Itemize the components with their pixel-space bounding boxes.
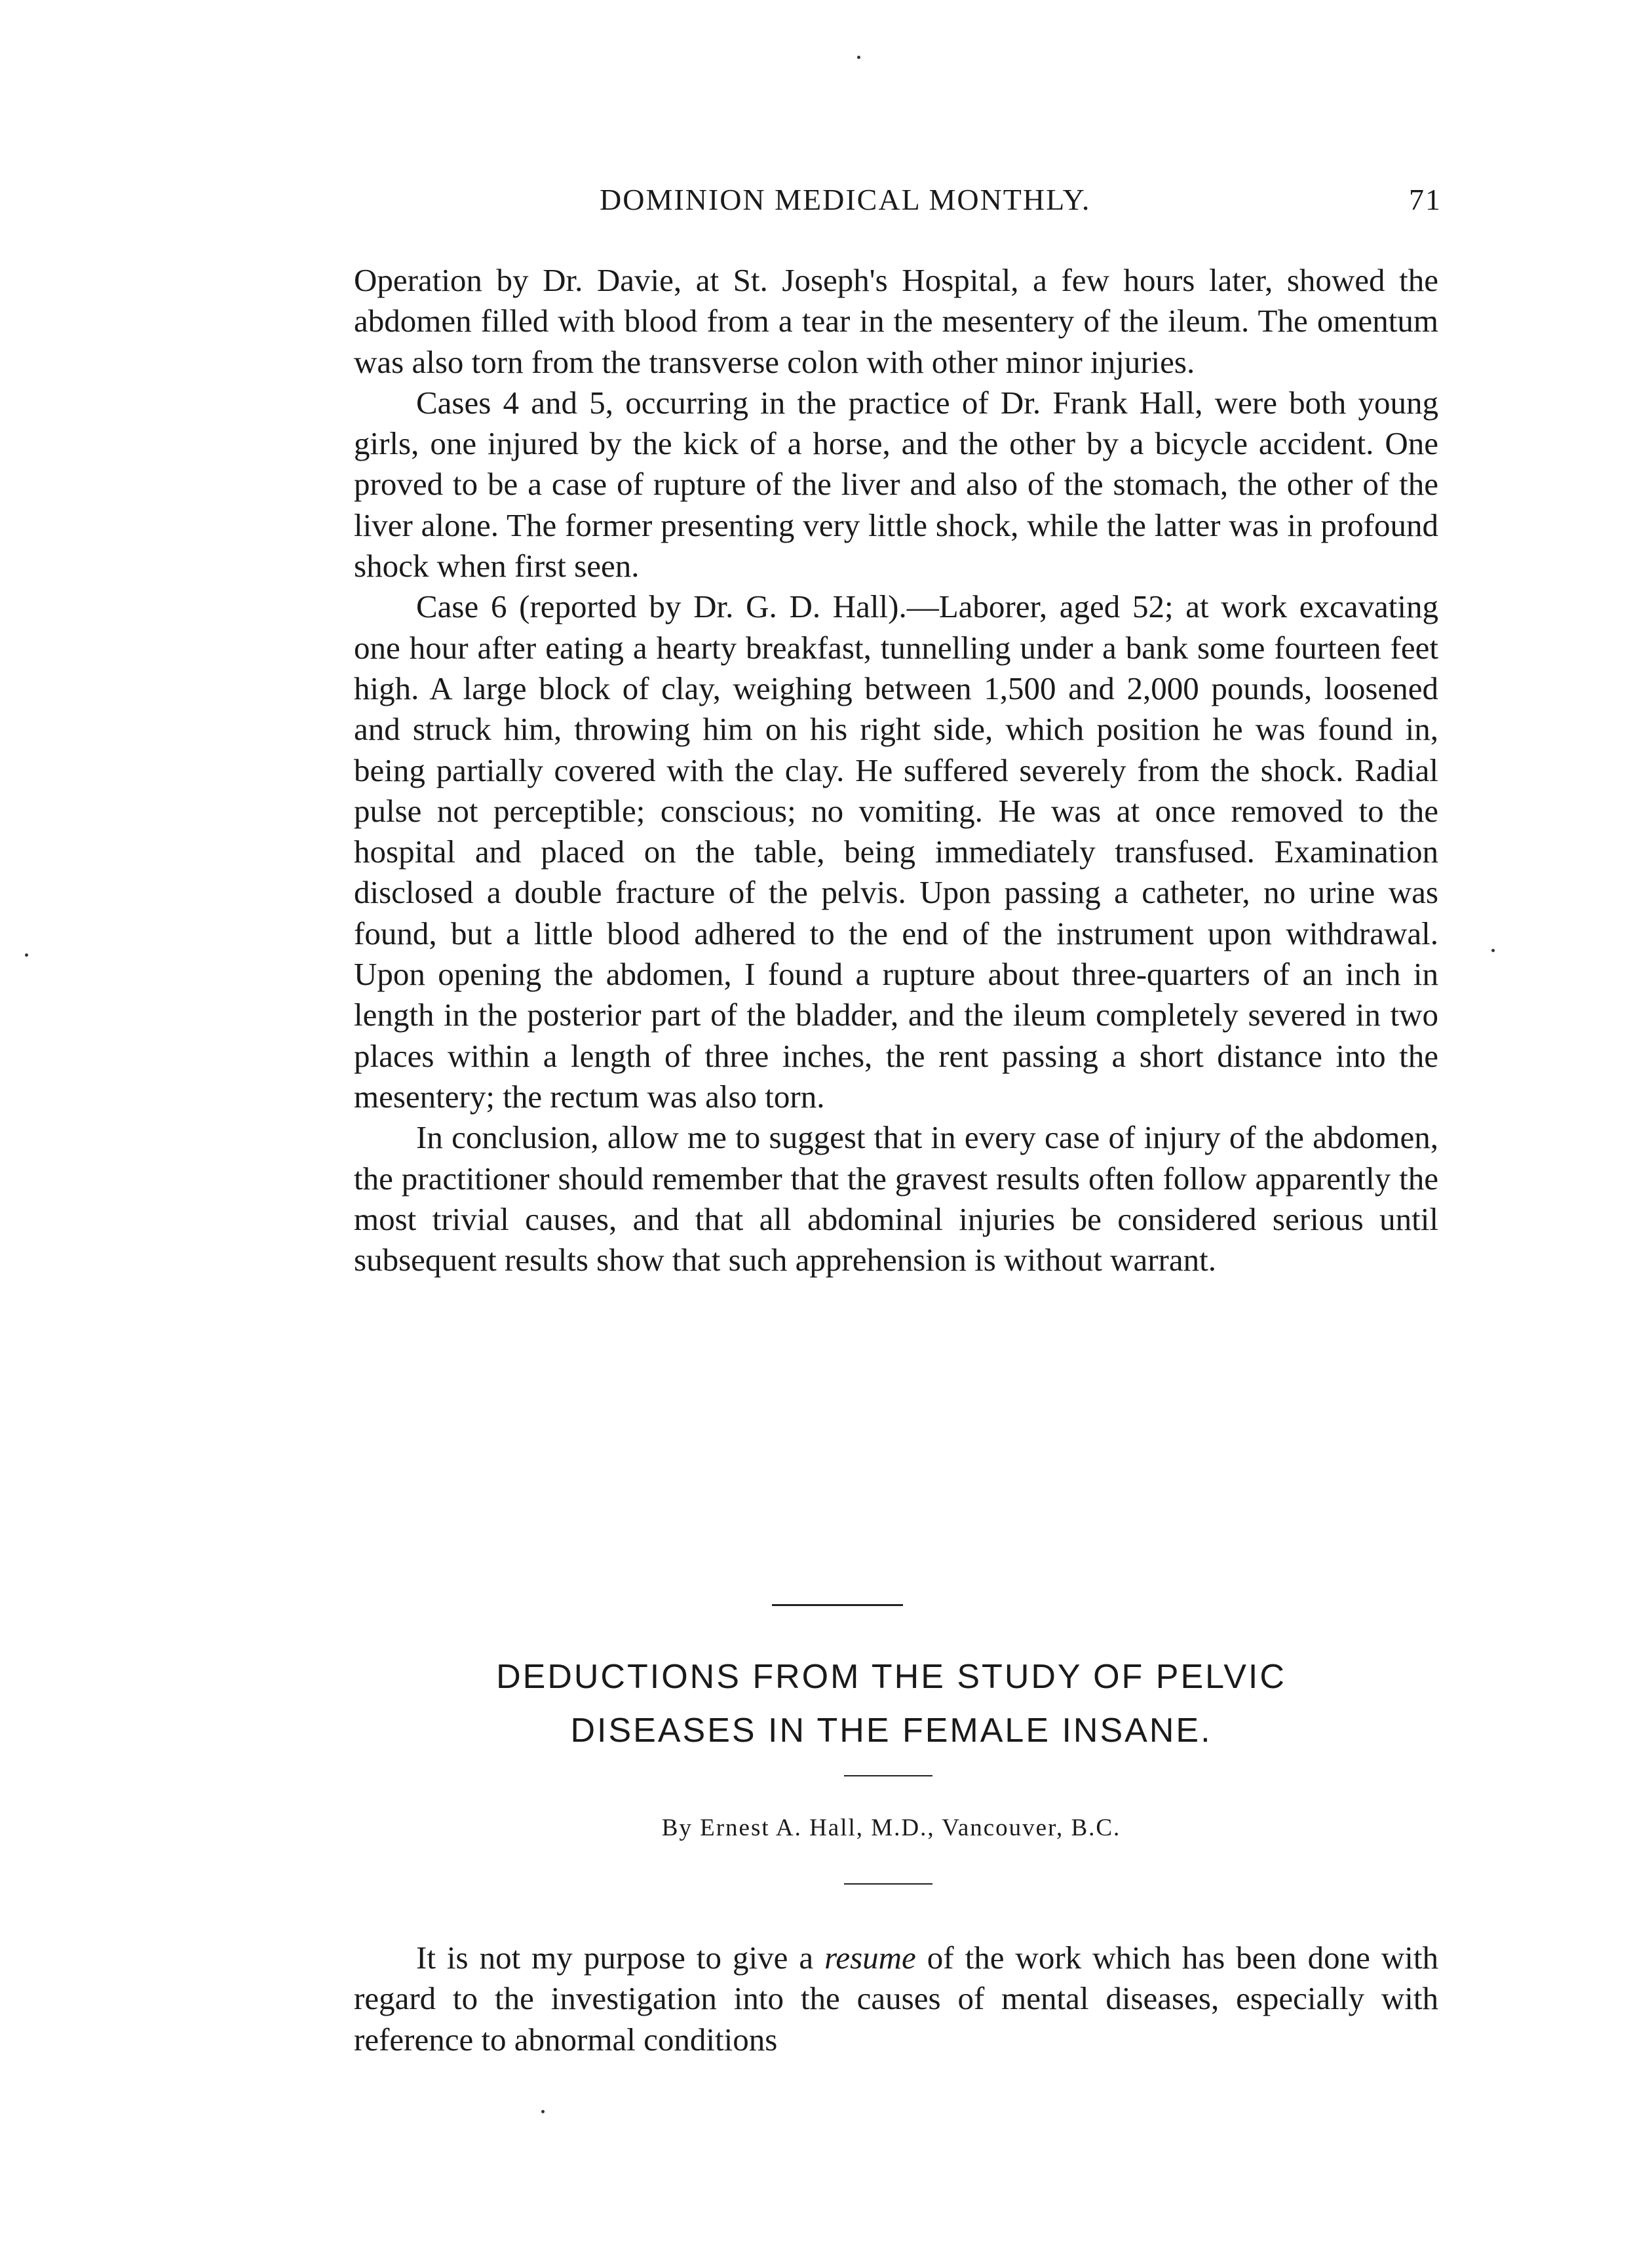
- byline-rule: [844, 1883, 932, 1885]
- article-title: [367, 1650, 1415, 1757]
- text-run: It is not my purpose to give a: [416, 1940, 825, 1976]
- scan-speck: [541, 2110, 545, 2113]
- paragraph: In conclusion, allow me to suggest that in every case of injury of the abdomen, the practitioner should remember that the gravest results often follow apparently the most trivial causes, and that all abdominal injuries be considered serious until subsequent results show that such apprehension is without warrant.: [354, 1119, 1438, 1278]
- paragraph: Operation by Dr. Davie, at St. Joseph's Hospital, a few hours later, showed the abdomen filled with blood from a tear in the mesentery of the ileum. The omentum was also torn from the transverse colon with other minor injuries.: [354, 262, 1438, 380]
- article-continuation: [354, 260, 1438, 1280]
- paragraph: [354, 1938, 1438, 2060]
- article-title-line: DISEASES IN THE FEMALE INSANE.: [570, 1712, 1212, 1750]
- running-title: DOMINION MEDICAL MONTHLY.: [600, 183, 1091, 216]
- title-rule: [844, 1775, 932, 1776]
- paragraph: Cases 4 and 5, occurring in the practice of Dr. Frank Hall, were both young girls, one injured by the kick of a horse, and the other by a bicycle accident. One proved to be a case of rupture of the liver and also of the stomach, the other of the liver alone. The former presenting very little shock, while the latter was in profound shock when first seen.: [354, 384, 1438, 585]
- running-header: [354, 182, 1442, 228]
- article-title-line: DEDUCTIONS FROM THE STUDY OF PELVIC: [496, 1658, 1286, 1696]
- scan-speck: [25, 953, 28, 957]
- paragraph: Case 6 (reported by Dr. G. D. Hall).—Laborer, aged 52; at work excavating one hour after eating a hearty breakfast, tunnelling under a bank some fourteen feet high. A large block of clay, weighing between 1,500 and 2,000 pounds, loosened and struck him, throwing him on his right side, which position he was found in, being partially covered with the clay. He suffered severely from the shock. Radial pulse not perceptible; conscious; no vomiting. He was at once removed to the hospital and placed on the table, being immediately transfused. Examination disclosed a double fracture of the pelvis. Upon passing a catheter, no urine was found, but a little blood adhered to the end of the instrument upon withdrawal. Upon opening the abdomen, I found a rupture about three-quarters of an inch in length in the posterior part of the bladder, and the ileum completely severed in two places within a length of three inches, the rent passing a short distance into the mesentery; the rectum was also torn.: [354, 588, 1438, 1115]
- scan-speck: [1491, 949, 1495, 952]
- section-divider: [772, 1604, 903, 1606]
- text-run: of the work which has been done with regard to the investigation into the causes of mental diseases, especially with reference to abnormal conditions: [354, 1940, 1438, 2058]
- scan-speck: [857, 56, 860, 59]
- page-number: 71: [1409, 183, 1442, 216]
- article-body: [354, 1938, 1438, 2060]
- italic-term: resume: [824, 1940, 916, 1976]
- byline: By Ernest A. Hall, M.D., Vancouver, B.C.: [661, 1814, 1121, 1841]
